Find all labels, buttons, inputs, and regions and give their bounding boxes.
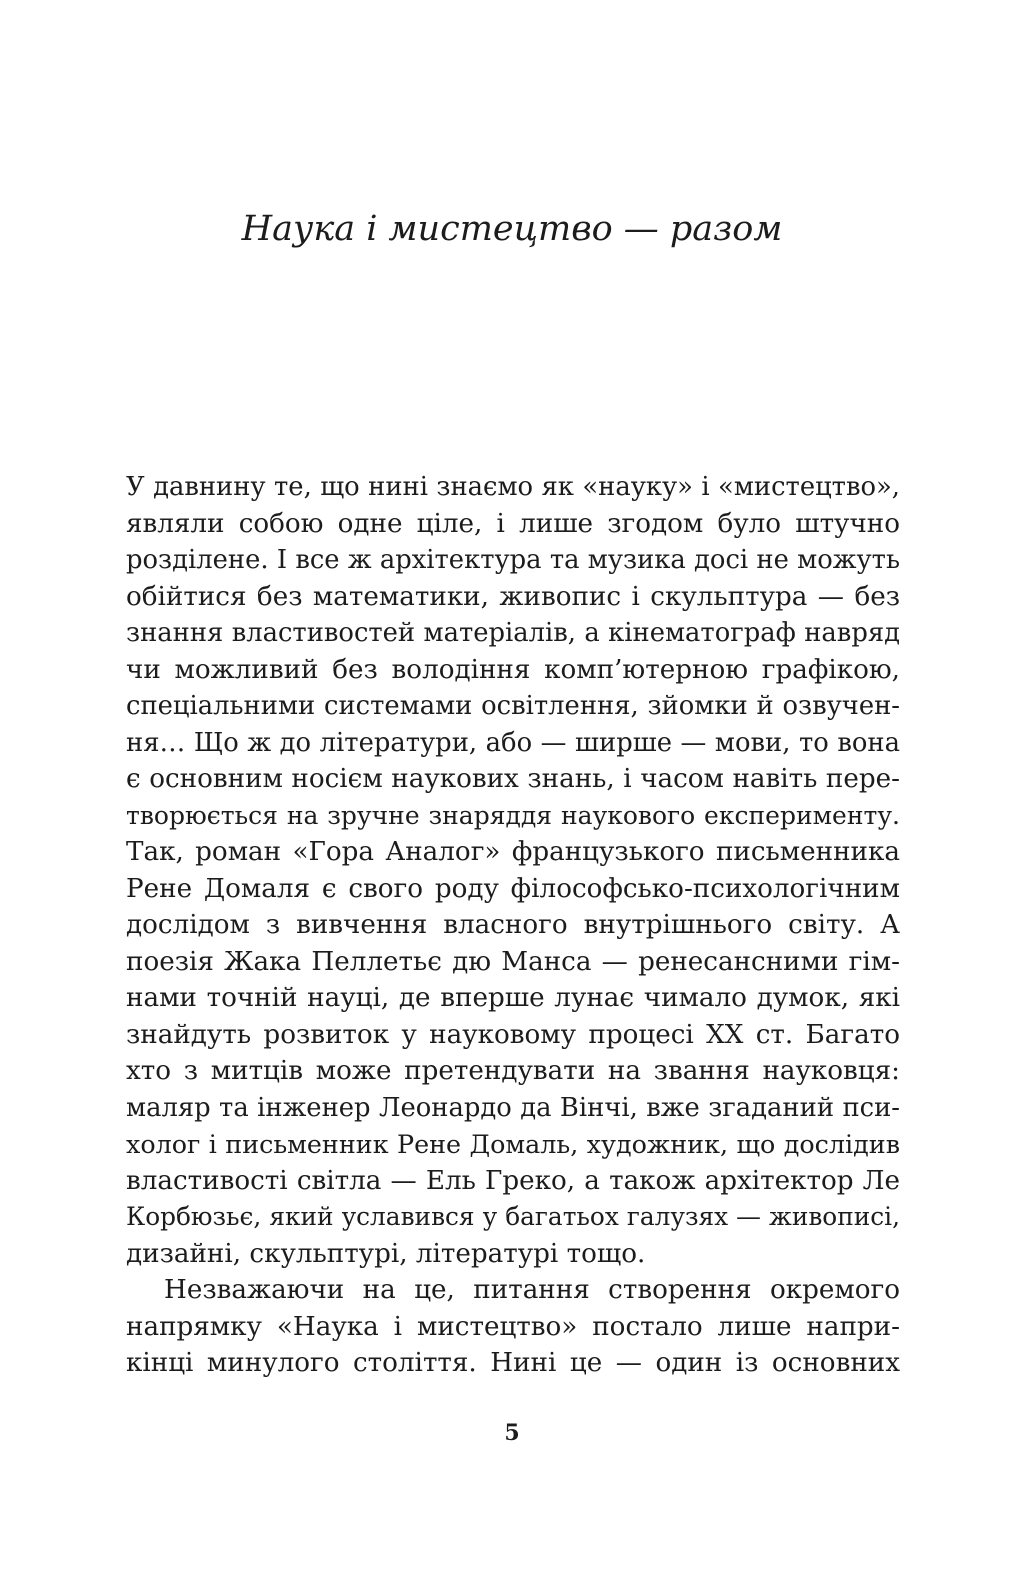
text-line: Так, роман «Гора Аналог» французького письменника xyxy=(126,837,900,867)
text-line: Рене Домаля є свого роду філософсько-психологічним xyxy=(126,873,900,904)
text-line: дослідом з вивчення власного внутрішнього світу. А xyxy=(126,910,900,940)
text-line: розділене. І все ж архітектура та музика досі не можуть xyxy=(126,545,900,575)
text-line: хто з митців може претендувати на звання науковця: xyxy=(126,1056,900,1086)
text-line: творюється на зручне знаряддя наукового експерименту. xyxy=(126,800,900,830)
text-line: ня… Що ж до літератури, або — ширше — мови, то вона xyxy=(126,727,900,758)
text-line: являли собою одне ціле, і лише згодом було штучно xyxy=(126,508,900,539)
text-line: спеціальними системами освітлення, зйомки й озвучен- xyxy=(126,691,900,721)
text-line: дизайні, скульптурі, літературі тощо. xyxy=(126,1238,646,1269)
text-line: холог і письменник Рене Домаль, художник, що дослідив xyxy=(126,1129,900,1159)
text-line: знайдуть розвиток у науковому процесі XX ст. Багато xyxy=(126,1019,900,1050)
text-line: є основним носієм наукових знань, і часом навіть пере- xyxy=(126,764,900,794)
text-line: знання властивостей матеріалів, а кінематограф навряд xyxy=(126,618,900,648)
body-text xyxy=(126,469,900,1382)
text-line: Корбюзьє, який уславився у багатьох галузях — живописі, xyxy=(126,1202,900,1231)
text-line: обійтися без математики, живопис і скульптура — без xyxy=(126,581,900,612)
text-line: поезія Жака Пеллетьє дю Манса — ренесансними гім- xyxy=(126,946,900,977)
text-line: кінці минулого століття. Нині це — один із основних xyxy=(126,1348,900,1378)
text-line: напрямку «Наука і мистецтво» постало лише напри- xyxy=(126,1311,900,1342)
text-line: чи можливий без володіння комп’ютерною графікою, xyxy=(126,654,900,685)
text-line: властивості світла — Ель Греко, а також архітектор Ле xyxy=(126,1165,900,1196)
text-line: Незважаючи на це, питання створення окремого xyxy=(164,1275,900,1305)
text-line: маляр та інженер Леонардо да Вінчі, вже згаданий пси- xyxy=(126,1092,900,1123)
chapter-title: Наука і мистецтво — разом xyxy=(241,209,783,249)
text-line: У давнину те, що нині знаємо як «науку» і «мистецтво», xyxy=(126,472,900,502)
page-number: 5 xyxy=(504,1420,520,1446)
text-line: нами точній науці, де вперше лунає чимало думок, які xyxy=(126,983,900,1013)
